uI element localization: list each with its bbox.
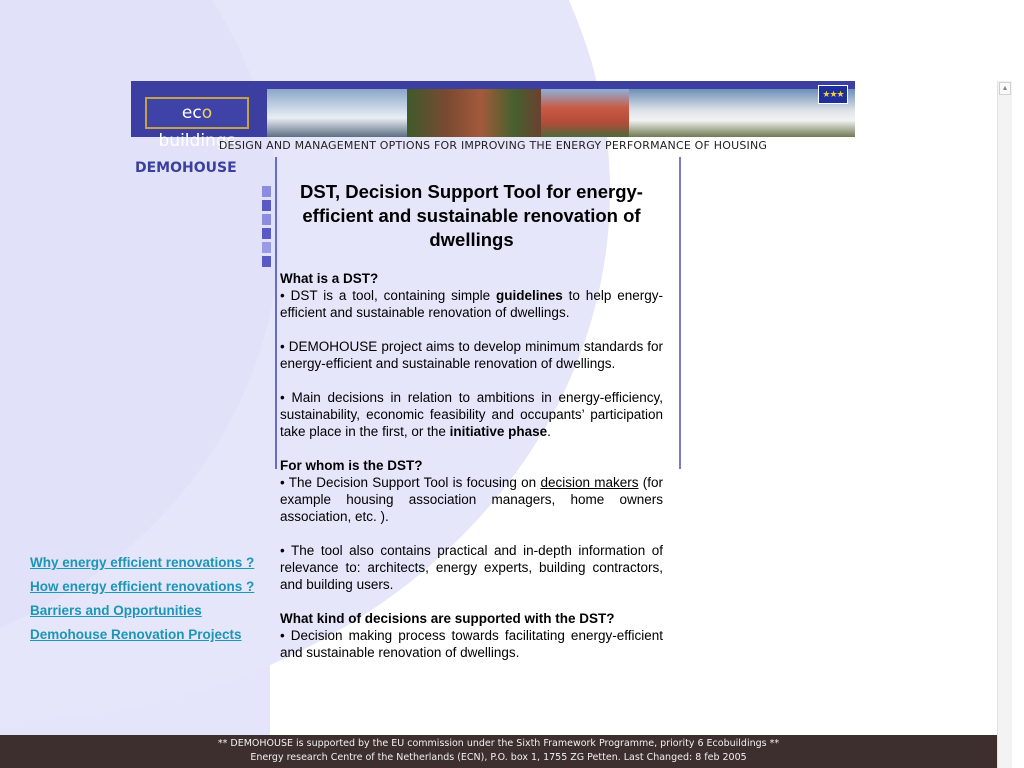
page-footer <box>0 735 997 768</box>
sidebar-links <box>30 551 254 647</box>
deco-square <box>262 256 271 267</box>
paragraph: • Decision making process towards facilitating energy-efficient and sustainable renovation of dwellings. <box>280 628 663 660</box>
content-divider-right <box>679 157 681 469</box>
content-divider-left <box>275 157 277 469</box>
main-content <box>280 180 663 661</box>
emphasis-guidelines: guidelines <box>496 288 563 303</box>
deco-square <box>262 214 271 225</box>
site-tagline: DESIGN AND MANAGEMENT OPTIONS FOR IMPROVING THE ENERGY PERFORMANCE OF HOUSING <box>218 139 768 152</box>
link-barriers-opportunities[interactable]: Barriers and Opportunities <box>30 603 202 618</box>
section-heading-whom: For whom is the DST? <box>280 458 423 473</box>
paragraph: • The tool also contains practical and in-depth information of relevance to: architects, energy experts, building contractors, and building users. <box>280 543 663 592</box>
link-how-renovations[interactable]: How energy efficient renovations ? <box>30 579 255 594</box>
footer-line-1: ** DEMOHOUSE is supported by the EU commission under the Sixth Framework Programme, priority 6 Ecobuildings ** <box>217 738 780 749</box>
brand-title: DEMOHOUSE <box>135 160 237 176</box>
deco-square <box>262 200 271 211</box>
ecobuildings-logo[interactable]: eco buildings <box>145 97 249 129</box>
decision-makers-text: decision makers <box>540 475 639 490</box>
text: • DST is a tool, containing simple <box>280 288 497 303</box>
page-title: DST, Decision Support Tool for energy-efficient and sustainable renovation of dwellings <box>300 181 643 250</box>
building-photo-glass <box>267 89 407 137</box>
link-why-renovations[interactable]: Why energy efficient renovations ? <box>30 555 255 570</box>
section-heading-what: What is a DST? <box>280 271 379 286</box>
building-photo-brick <box>407 89 541 137</box>
deco-square <box>262 186 271 197</box>
text: (for example housing association managers, home owners association, etc. ). <box>280 475 663 524</box>
deco-square <box>262 228 271 239</box>
decorative-squares <box>262 186 271 270</box>
deco-square <box>262 242 271 253</box>
paragraph <box>280 474 663 525</box>
footer-line-2: Energy research Centre of the Netherlands (ECN), P.O. box 1, 1755 ZG Petten. Last Changed: 8 feb 2005 <box>250 752 747 763</box>
link-renovation-projects[interactable]: Demohouse Renovation Projects <box>30 627 242 642</box>
text: to help energy-efficient and sustainable renovation of dwellings. <box>280 288 663 320</box>
eu-flag-icon: ★★★ <box>818 85 848 104</box>
paragraph: • DEMOHOUSE project aims to develop minimum standards for energy-efficient and sustainable renovation of dwellings. <box>280 339 663 371</box>
text: • Main decisions in relation to ambitions in energy-efficiency, sustainability, economic feasibility and occupants’ participation take place in the first, or the <box>280 390 663 439</box>
emphasis-initiative-phase: initiative phase <box>449 424 548 439</box>
vertical-scrollbar[interactable] <box>997 81 1012 768</box>
scroll-up-icon[interactable]: ▲ <box>999 82 1011 95</box>
paragraph <box>280 287 663 321</box>
text: . <box>547 424 551 439</box>
building-photo-red <box>541 89 629 137</box>
paragraph <box>280 389 663 440</box>
text: • The Decision Support Tool is focusing on <box>280 475 541 490</box>
section-heading-decisions: What kind of decisions are supported with the DST? <box>280 611 615 626</box>
